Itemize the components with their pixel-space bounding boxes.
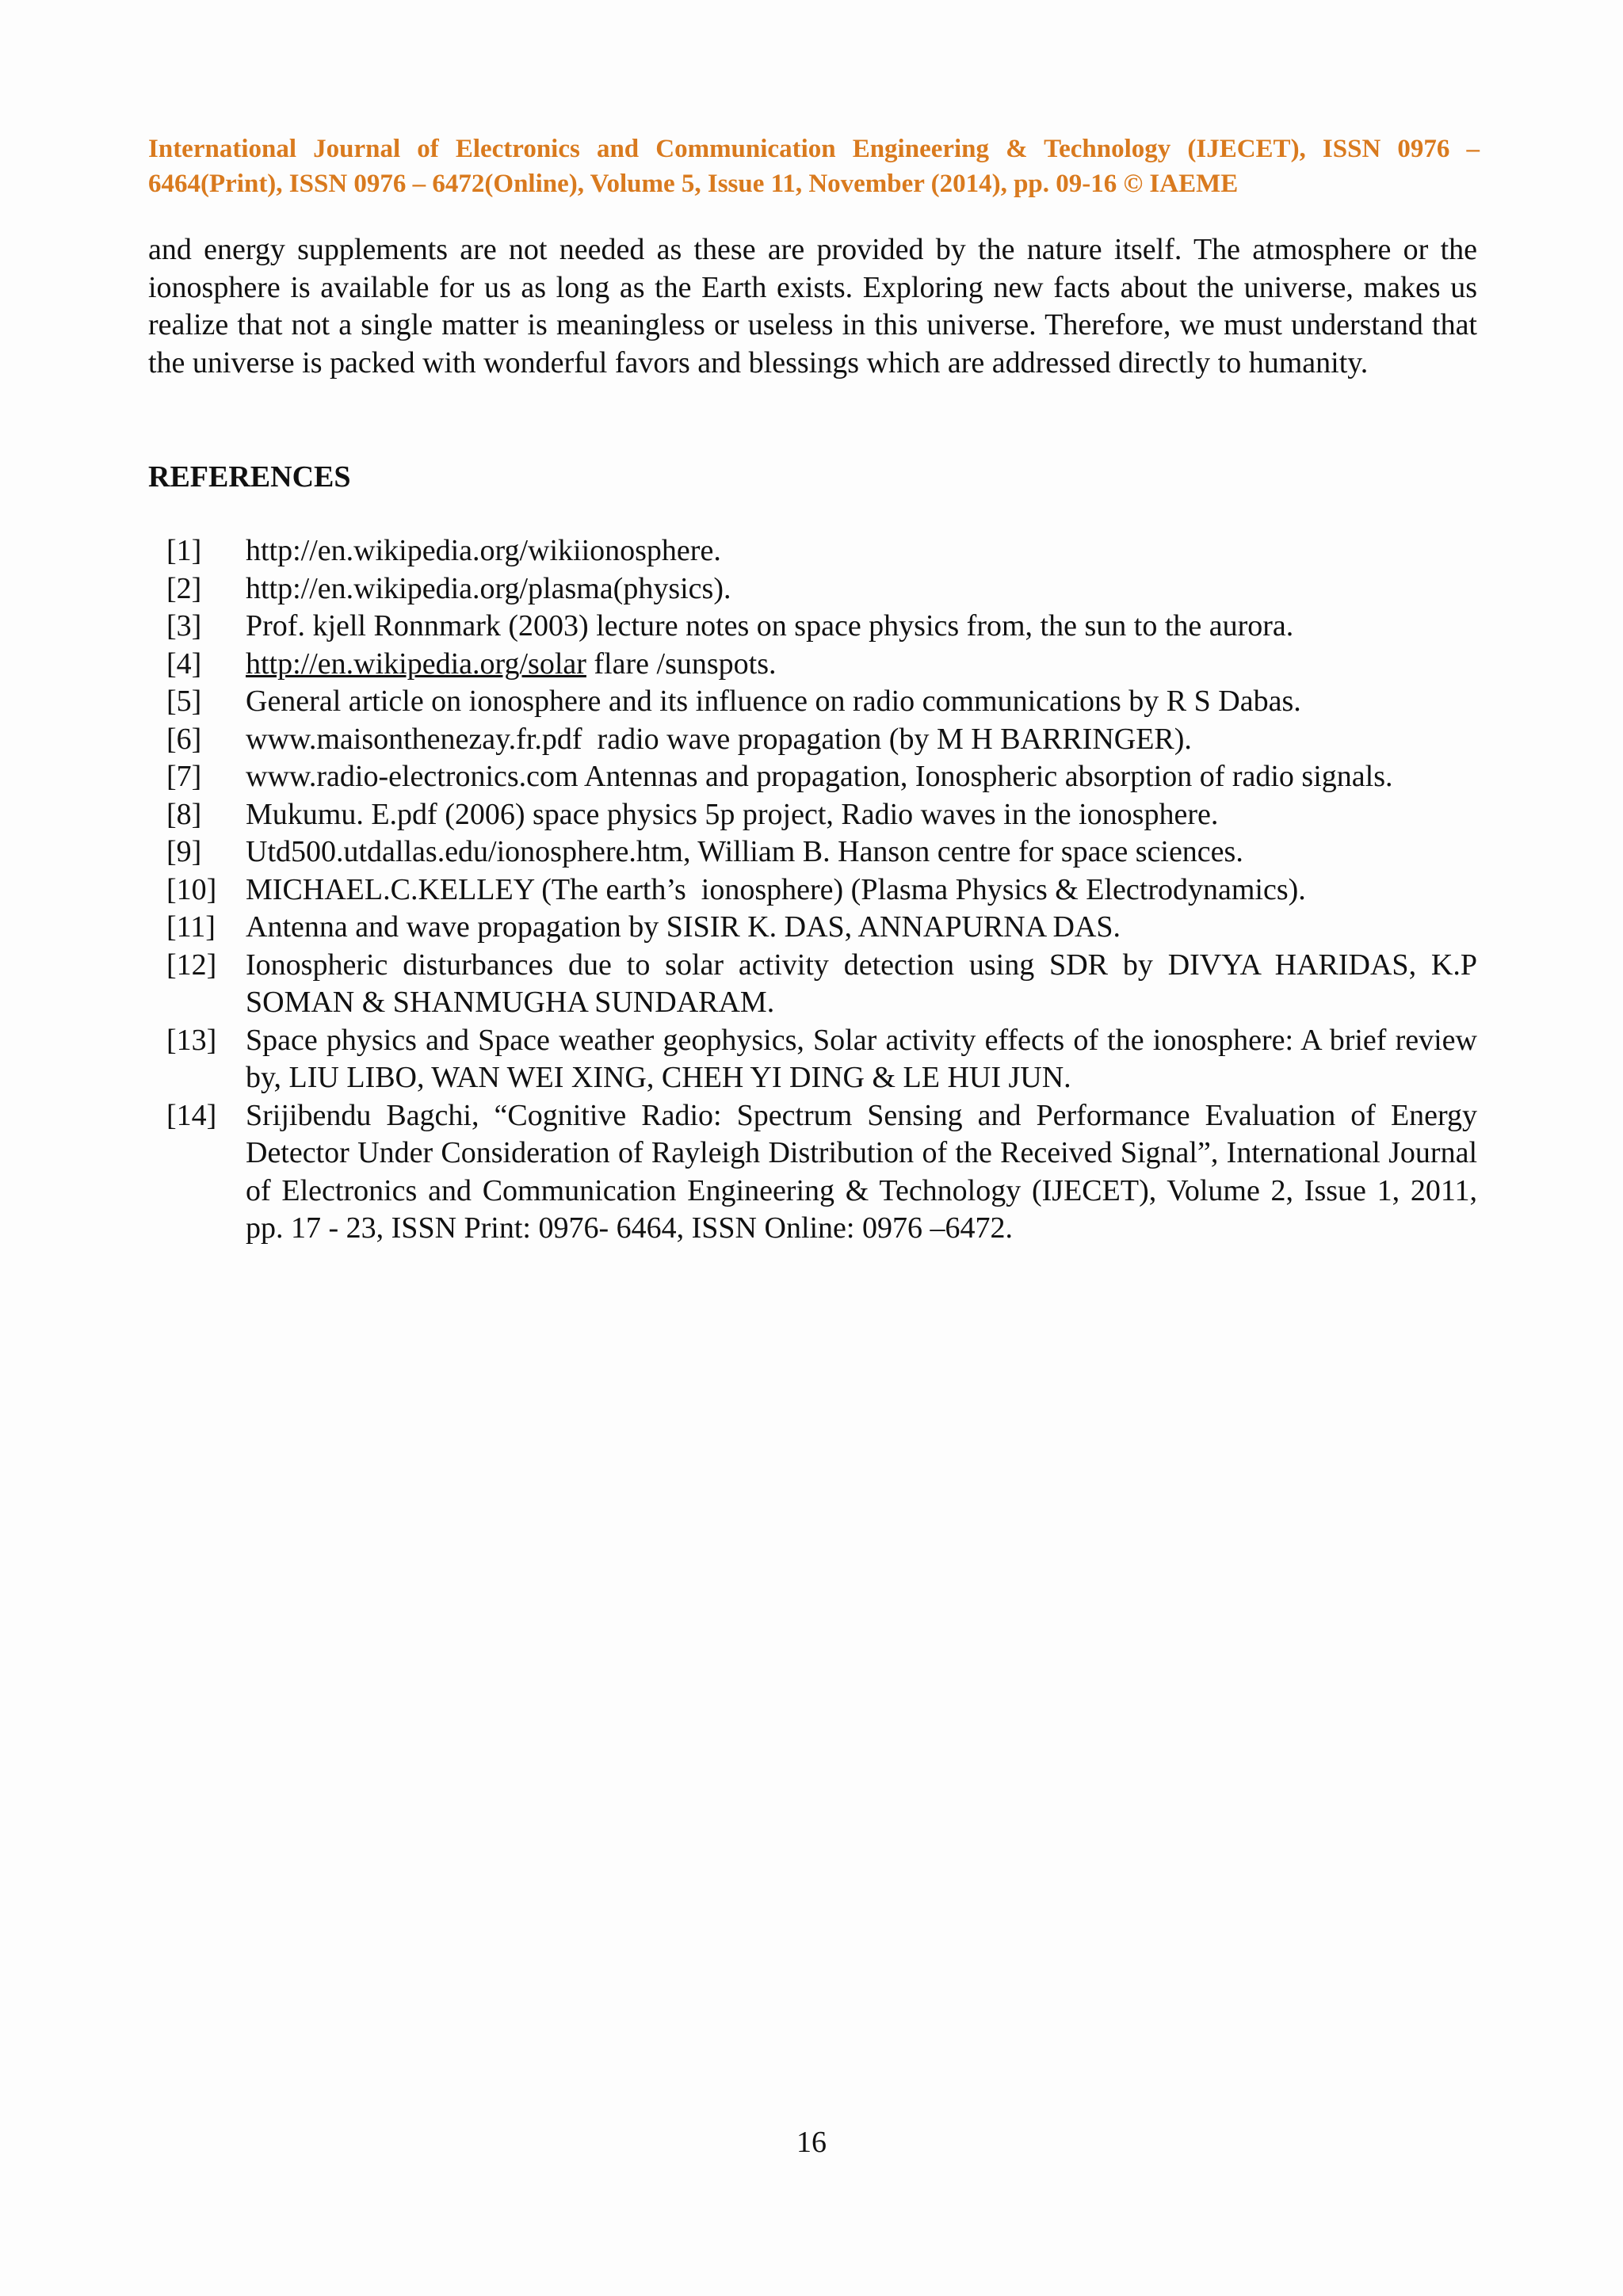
reference-text: Ionospheric disturbances due to solar activity detection using SDR by DIVYA HARIDAS, K.P SOMAN & SHANMUGHA SUNDARAM. bbox=[246, 948, 1477, 1019]
reference-item bbox=[166, 721, 1477, 759]
reference-text: General article on ionosphere and its influence on radio communications by R S Dabas. bbox=[246, 685, 1301, 718]
reference-link-suffix: flare /sunspots. bbox=[586, 646, 777, 681]
reference-text: http://en.wikipedia.org/wikiionosphere. bbox=[246, 534, 721, 567]
reference-text: Prof. kjell Ronnmark (2003) lecture notes on space physics from, the sun to the aurora. bbox=[246, 609, 1294, 643]
reference-item bbox=[166, 1022, 1477, 1097]
reference-number: [1] bbox=[166, 534, 202, 567]
reference-link[interactable]: http://en.wikipedia.org/solar bbox=[246, 646, 586, 681]
body-paragraph: and energy supplements are not needed as these are provided by the nature itself. The atmosphere or the ionosphere is available for us as long as the Earth exists. Exploring new facts about the universe, makes us realize that not a single matter is meaningless or useless in this universe. Therefore, we must understand that the universe is packed with wonderful favors and blessings which are addressed directly to humanity. bbox=[148, 233, 1477, 379]
reference-text: Mukumu. E.pdf (2006) space physics 5p project, Radio waves in the ionosphere. bbox=[246, 797, 1219, 831]
reference-text: www.radio-electronics.com Antennas and propagation, Ionospheric absorption of radio signals. bbox=[246, 760, 1393, 793]
reference-number: [12] bbox=[166, 948, 217, 982]
references-heading: REFERENCES bbox=[148, 460, 351, 494]
reference-item bbox=[166, 646, 1477, 684]
reference-number: [3] bbox=[166, 609, 202, 643]
reference-number: [5] bbox=[166, 685, 202, 718]
reference-number: [10] bbox=[166, 872, 217, 906]
reference-item bbox=[166, 570, 1477, 608]
reference-number: [11] bbox=[166, 910, 216, 944]
reference-number: [13] bbox=[166, 1023, 217, 1057]
reference-item bbox=[166, 532, 1477, 570]
reference-item bbox=[166, 909, 1477, 947]
reference-text: Srijibendu Bagchi, “Cognitive Radio: Spectrum Sensing and Performance Evaluation of Energy Detector Under Consideration of Rayleigh Distribution of the Received Signal”, International Journal of Electronics and Communication Engineering & Technology (IJECET), Volume 2, Issue 1, 2011, pp. 17 - 23, ISSN Print: 0976- 6464, ISSN Online: 0976 –6472. bbox=[246, 1098, 1477, 1245]
reference-item bbox=[166, 833, 1477, 871]
reference-item bbox=[166, 608, 1477, 646]
reference-number: [4] bbox=[166, 646, 202, 681]
reference-item bbox=[166, 758, 1477, 796]
journal-header: International Journal of Electronics and Communication Engineering & Technology (IJECET), ISSN 0976 – 6464(Print), ISSN 0976 – 6472(Online), Volume 5, Issue 11, November (2014), pp. 09-16 © IAEME bbox=[148, 135, 1480, 198]
reference-text: Antenna and wave propagation by SISIR K. DAS, ANNAPURNA DAS. bbox=[246, 910, 1121, 944]
reference-number: [6] bbox=[166, 722, 202, 756]
references-list bbox=[166, 532, 1477, 1248]
reference-item bbox=[166, 683, 1477, 721]
reference-number: [8] bbox=[166, 797, 202, 831]
reference-number: [2] bbox=[166, 571, 202, 605]
page-number: 16 bbox=[796, 2126, 827, 2159]
reference-number: [14] bbox=[166, 1098, 217, 1132]
reference-text: Utd500.utdallas.edu/ionosphere.htm, William B. Hanson centre for space sciences. bbox=[246, 835, 1243, 868]
reference-text bbox=[246, 646, 1477, 684]
reference-item bbox=[166, 947, 1477, 1022]
reference-number: [7] bbox=[166, 760, 202, 793]
reference-text: www.maisonthenezay.fr.pdf radio wave propagation (by M H BARRINGER). bbox=[246, 722, 1192, 756]
reference-item bbox=[166, 1097, 1477, 1248]
reference-text: Space physics and Space weather geophysics, Solar activity effects of the ionosphere: A brief review by, LIU LIBO, WAN WEI XING, CHEH YI DING & LE HUI JUN. bbox=[246, 1023, 1477, 1094]
reference-item bbox=[166, 796, 1477, 834]
reference-item bbox=[166, 871, 1477, 910]
reference-text: http://en.wikipedia.org/plasma(physics). bbox=[246, 571, 731, 605]
reference-text: MICHAEL.C.KELLEY (The earth’s ionosphere) (Plasma Physics & Electrodynamics). bbox=[246, 872, 1306, 906]
reference-number: [9] bbox=[166, 835, 202, 868]
